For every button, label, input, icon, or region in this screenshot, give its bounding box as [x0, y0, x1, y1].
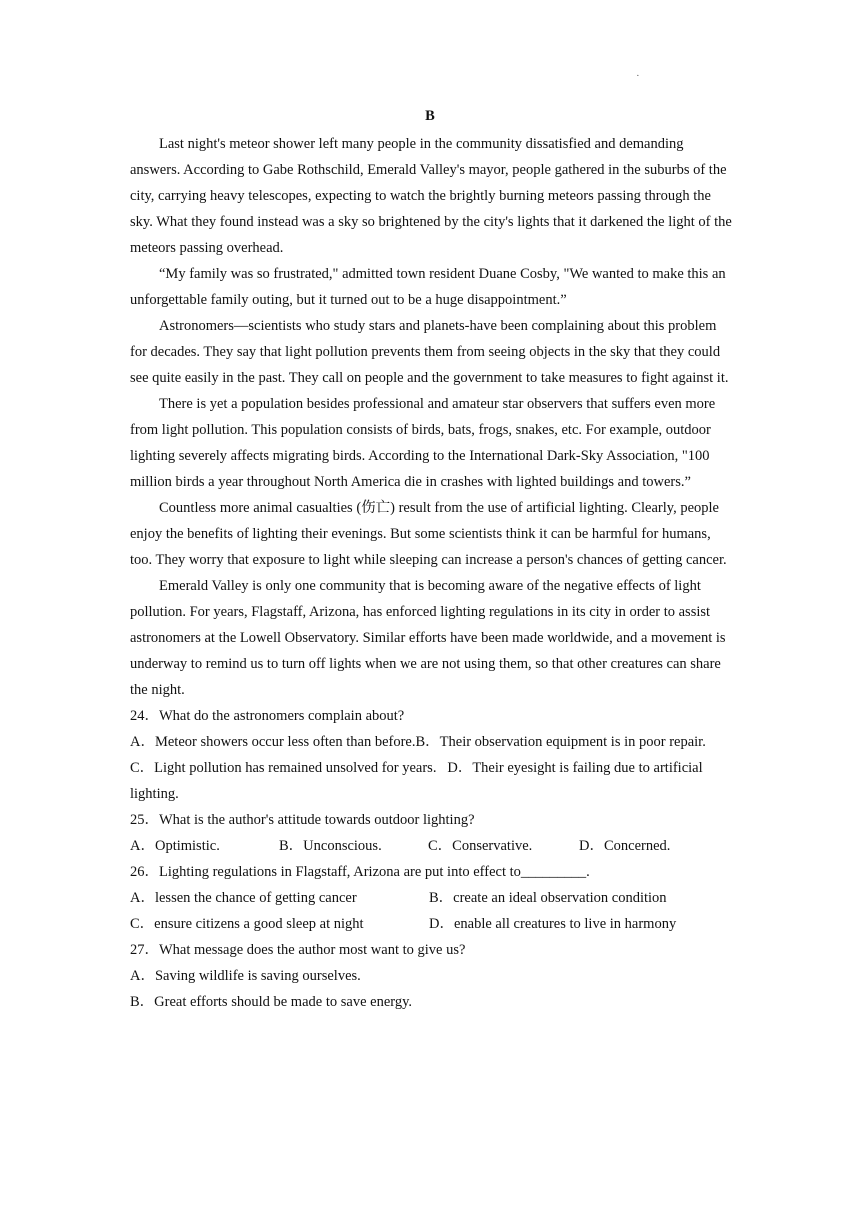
paragraph: Emerald Valley is only one community that is becoming aware of the negative effects of light pollution. For years, Flagstaff, Arizona, has enforced lighting regulations in its city in order to assist astronomers at the Lowell Observatory. Similar efforts have been made worldwide, and a movement is underway to remind us to turn off lights when we are not using them, so that other creatures can share the night.	[130, 578, 726, 698]
question-26-option-d[interactable]: D．enable all creatures to live in harmony	[429, 916, 677, 932]
question-24-option-c[interactable]: C．Light pollution has remained unsolved for years.	[130, 760, 437, 776]
question-27-option-b[interactable]: B．Great efforts should be made to save energy.	[130, 994, 412, 1010]
question-25-stem: 25．What is the author's attitude towards outdoor lighting?	[130, 812, 475, 828]
passage-body	[130, 131, 732, 1015]
question-25-option-a[interactable]: A．Optimistic.	[130, 838, 220, 854]
question-24-options-cd	[130, 755, 732, 807]
paragraph: “My family was so frustrated," admitted town resident Duane Cosby, "We wanted to make this an unforgettable family outing, but it turned out to be a huge disappointment.”	[130, 266, 726, 308]
header-mark: ·	[636, 70, 640, 82]
question-26-options-ab	[130, 885, 732, 911]
question-26-stem: 26．Lighting regulations in Flagstaff, Arizona are put into effect to_________.	[130, 864, 590, 880]
section-title: B	[425, 108, 435, 124]
paragraph: Astronomers—scientists who study stars and planets-have been complaining about this problem for decades. They say that light pollution prevents them from seeing objects in the sky that they could see quite easily in the past. They call on people and the government to take measures to fight against it.	[130, 318, 729, 386]
paragraph: There is yet a population besides professional and amateur star observers that suffers even more from light pollution. This population consists of birds, bats, frogs, snakes, etc. For example, outdoor lighting severely affects migrating birds. According to the International Dark-Sky Association, "100 million birds a year throughout North America die in crashes with lighted buildings and towers.”	[130, 396, 716, 490]
question-24-option-a[interactable]: A．Meteor showers occur less often than before.	[130, 734, 416, 750]
question-25-option-c[interactable]: C．Conservative.	[428, 838, 533, 854]
question-26-option-b[interactable]: B．create an ideal observation condition	[429, 890, 667, 906]
question-26-options-cd	[130, 911, 732, 937]
question-24-option-b[interactable]: B．Their observation equipment is in poor repair.	[415, 734, 706, 750]
question-25-option-b[interactable]: B．Unconscious.	[279, 838, 382, 854]
question-24-options-ab	[130, 729, 732, 755]
question-25-option-d[interactable]: D．Concerned.	[579, 838, 671, 854]
paragraph: Countless more animal casualties (伤亡) result from the use of artificial lighting. Clearly, people enjoy the benefits of lighting their evenings. But some scientists think it can be harmful for humans, too. They worry that exposure to light while sleeping can increase a person's chances of getting cancer.	[130, 500, 727, 568]
question-24-option-d[interactable]: D．Their eyesight is failing due to artificial lighting.	[130, 760, 703, 802]
question-26-option-a[interactable]: A．lessen the chance of getting cancer	[130, 890, 357, 906]
question-27-stem: 27．What message does the author most want to give us?	[130, 942, 466, 958]
question-26-option-c[interactable]: C．ensure citizens a good sleep at night	[130, 916, 364, 932]
question-24-stem: 24．What do the astronomers complain about?	[130, 708, 405, 724]
question-27-option-a[interactable]: A．Saving wildlife is saving ourselves.	[130, 968, 361, 984]
question-25-options	[130, 833, 732, 859]
paragraph: Last night's meteor shower left many people in the community dissatisfied and demanding answers. According to Gabe Rothschild, Emerald Valley's mayor, people gathered in the suburbs of the city, carrying heavy telescopes, expecting to watch the brightly burning meteors passing through the sky. What they found instead was a sky so brightened by the city's lights that it darkened the light of the meteors passing overhead.	[130, 136, 732, 256]
